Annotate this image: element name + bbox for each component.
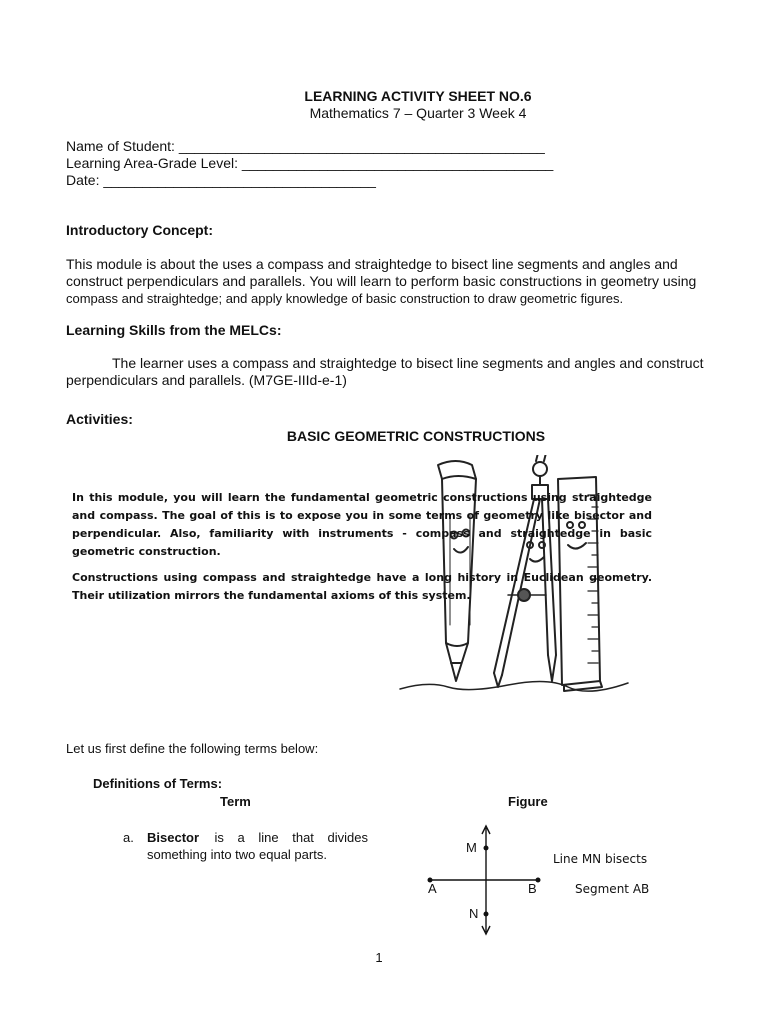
- grade-level-field: Learning Area-Grade Level: ________________________________________: [66, 155, 554, 171]
- label-b: B: [528, 881, 537, 896]
- definition-term: Bisector: [147, 830, 200, 845]
- point-m: [484, 846, 489, 851]
- activities-title: BASIC GEOMETRIC CONSTRUCTIONS: [286, 428, 546, 444]
- activities-heading: Activities:: [66, 411, 133, 427]
- melc-text: The learner uses a compass and straightedge to bisect line segments and angles and construct perpendiculars and parallels. (M7GE-IIId-e-1): [66, 355, 704, 388]
- intro-line-3: compass and straightedge; and apply knowledge of basic construction to draw geometric figures.: [66, 291, 624, 306]
- definition-bisector-line-1: [123, 829, 368, 846]
- column-header-term: Term: [220, 794, 251, 809]
- definition-letter: a.: [123, 830, 134, 845]
- column-header-figure: Figure: [508, 794, 548, 809]
- melc-heading: Learning Skills from the MELCs:: [66, 322, 282, 338]
- student-name-field: Name of Student: _______________________________________________: [66, 138, 545, 154]
- activities-paragraph-1: In this module, you will learn the fundamental geometric constructions using straightedge and compass. The goal of this is to expose you in some terms of geometry like bisector and perpendicular. Also, familiarity with instruments - compass and straightedge in basic geometric construction.: [72, 491, 652, 558]
- definitions-heading: Definitions of Terms:: [93, 776, 223, 791]
- figure-caption-2: Segment AB: [575, 882, 650, 896]
- definition-text-2: something into two equal parts.: [147, 847, 327, 862]
- label-n: N: [469, 906, 479, 921]
- intro-heading: Introductory Concept:: [66, 222, 213, 238]
- page-number: 1: [375, 950, 383, 965]
- definition-text-1: is a line that divides: [214, 830, 368, 845]
- point-n: [484, 912, 489, 917]
- definitions-intro: Let us first define the following terms below:: [66, 741, 319, 756]
- sheet-subtitle: Mathematics 7 – Quarter 3 Week 4: [309, 105, 527, 121]
- label-m: M: [466, 840, 477, 855]
- sheet-title: LEARNING ACTIVITY SHEET NO.6: [304, 88, 532, 104]
- date-field: Date: ___________________________________: [66, 172, 376, 188]
- intro-line-1: This module is about the uses a compass and straightedge to bisect line segments and angles and: [66, 256, 678, 272]
- figure-caption-1: Line MN bisects: [553, 852, 648, 866]
- bisector-figure: [420, 822, 660, 938]
- definition-bisector: [123, 829, 368, 863]
- activities-paragraph-2: Constructions using compass and straightedge have a long history in Euclidean geometry. Their utilization mirrors the fundamental axioms of this system.: [72, 571, 652, 602]
- label-a: A: [428, 881, 437, 896]
- intro-line-2: construct perpendiculars and parallels. You will learn to perform basic constructions in geometry using: [66, 273, 697, 289]
